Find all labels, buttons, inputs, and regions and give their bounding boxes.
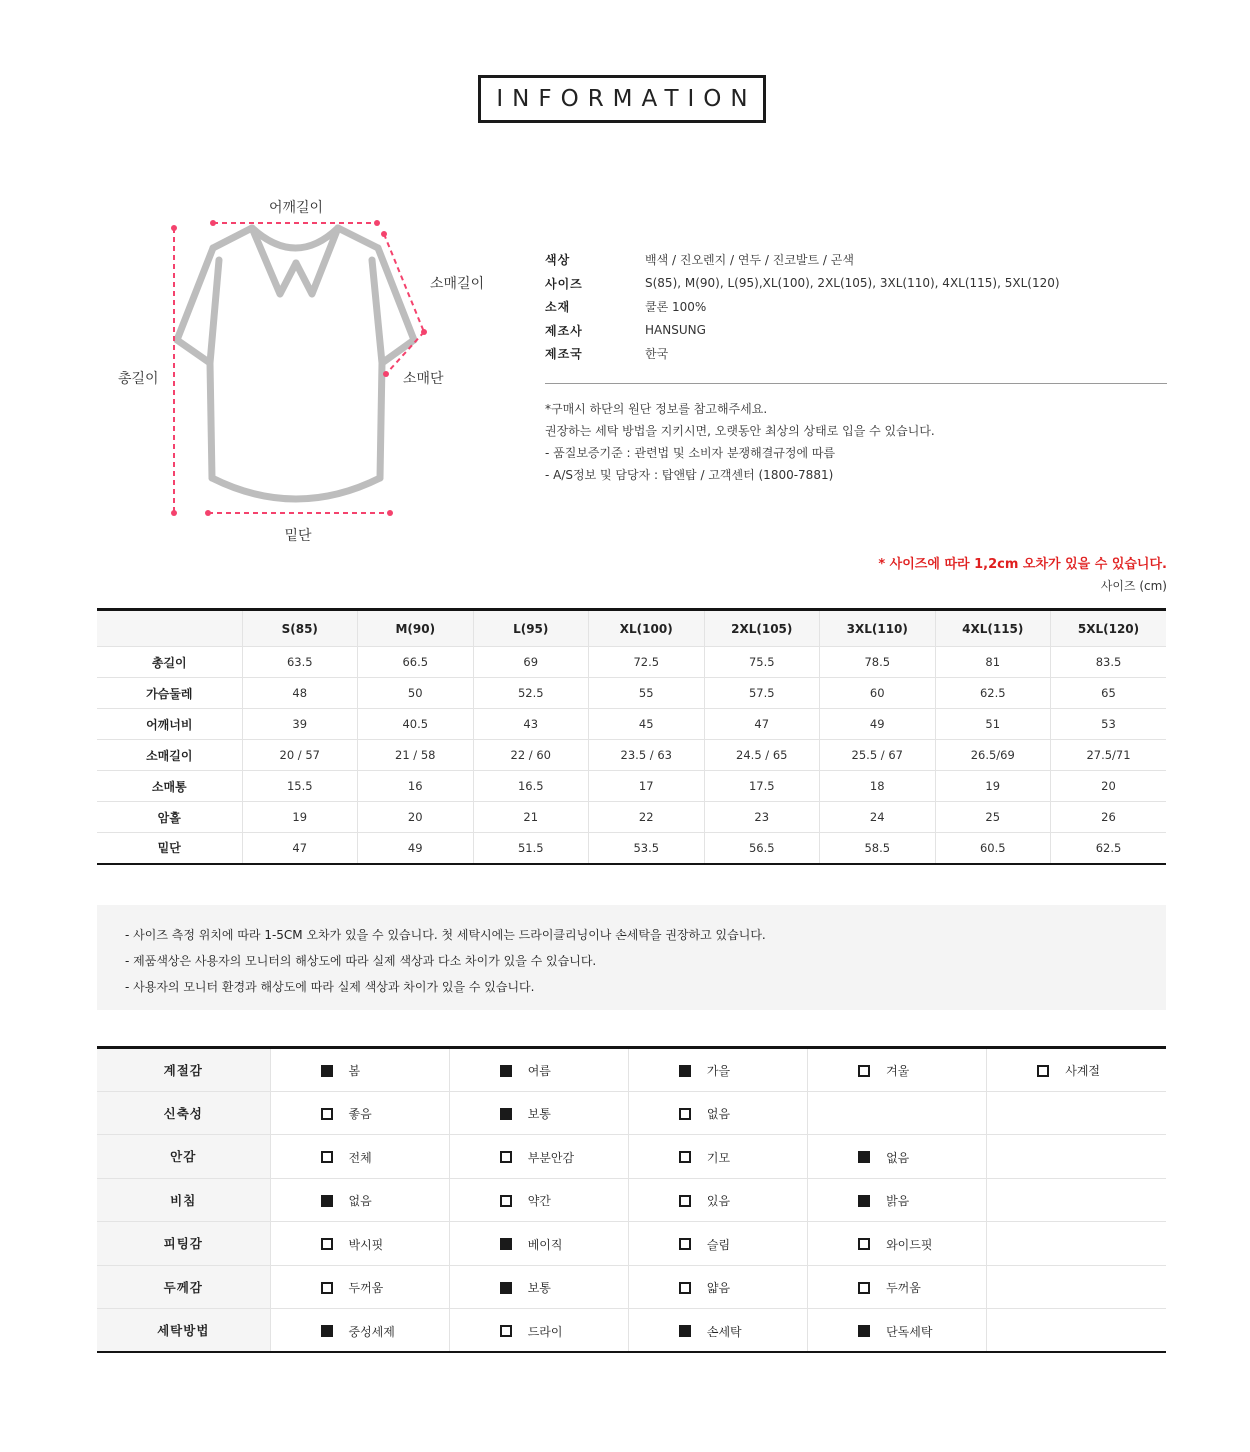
size-table-column-header: M(90) <box>358 610 474 647</box>
attribute-option-label: 있음 <box>706 1194 731 1209</box>
size-table-cell: 20 <box>1051 771 1167 802</box>
size-table-cell: 72.5 <box>589 647 705 678</box>
attribute-row-label: 신축성 <box>97 1091 270 1135</box>
size-table-cell: 62.5 <box>935 678 1051 709</box>
checkbox-checked-icon <box>500 1065 512 1077</box>
attribute-row-label: 두께감 <box>97 1265 270 1309</box>
checkbox-checked-icon <box>679 1065 691 1077</box>
size-tolerance-warning: * 사이즈에 따라 1,2cm 오차가 있을 수 있습니다. <box>878 557 1167 572</box>
disclaimer-note-line: - 제품색상은 사용자의 모니터의 해상도에 따라 실제 색상과 다소 차이가 있을 수 있습니다. <box>125 954 597 968</box>
attribute-cell <box>449 1265 628 1309</box>
attribute-option-label: 두꺼움 <box>348 1281 384 1296</box>
purchase-note-line: *구매시 하단의 원단 정보를 참고해주세요. <box>545 402 768 416</box>
attribute-option-label: 없음 <box>348 1194 372 1209</box>
size-table-cell: 16 <box>358 771 474 802</box>
attribute-option-label: 베이직 <box>527 1237 563 1252</box>
attribute-option-label: 좋음 <box>348 1107 372 1122</box>
size-table-column-header: L(95) <box>473 610 589 647</box>
size-table-cell: 62.5 <box>1051 833 1167 864</box>
attribute-option-label: 부분안감 <box>527 1150 575 1165</box>
attribute-option-label: 겨울 <box>886 1064 910 1079</box>
attribute-cell <box>270 1135 449 1179</box>
checkbox-checked-icon <box>321 1195 333 1207</box>
attribute-cell <box>449 1178 628 1222</box>
attribute-option-label: 단독세탁 <box>886 1324 933 1339</box>
size-table-cell: 60.5 <box>935 833 1051 864</box>
attribute-option-label: 없음 <box>886 1150 910 1165</box>
total-length-label: 총길이 <box>118 371 159 387</box>
attribute-cell <box>808 1222 987 1266</box>
checkbox-unchecked-icon <box>679 1151 691 1163</box>
disclaimer-note-box <box>97 905 1166 1010</box>
attribute-cell <box>270 1048 449 1092</box>
size-table-column-header: 3XL(110) <box>820 610 936 647</box>
size-table-cell: 75.5 <box>704 647 820 678</box>
size-table-cell: 69 <box>473 647 589 678</box>
attribute-cell <box>270 1222 449 1266</box>
attribute-option-label: 밝음 <box>886 1194 910 1209</box>
attribute-row <box>97 1178 1166 1222</box>
attribute-row-label: 계절감 <box>97 1048 270 1092</box>
checkbox-checked-icon <box>858 1151 870 1163</box>
attribute-cell <box>628 1048 807 1092</box>
checkbox-unchecked-icon <box>679 1282 691 1294</box>
product-info-row <box>545 342 1167 366</box>
attribute-row-label: 피팅감 <box>97 1222 270 1266</box>
size-table-cell: 18 <box>820 771 936 802</box>
size-table-cell: 81 <box>935 647 1051 678</box>
shirt-measurement-diagram <box>100 170 520 560</box>
attribute-option-label: 중성세제 <box>348 1324 395 1339</box>
size-table-cell: 23 <box>704 802 820 833</box>
attribute-cell <box>270 1091 449 1135</box>
attribute-option-label: 보통 <box>527 1107 551 1122</box>
size-table-cell: 22 <box>589 802 705 833</box>
size-table-cell: 83.5 <box>1051 647 1167 678</box>
size-table-row-label: 소매통 <box>97 771 242 802</box>
attribute-option-label: 보통 <box>527 1281 551 1296</box>
size-table-row-label: 어깨너비 <box>97 709 242 740</box>
attribute-option-label: 전체 <box>348 1150 372 1165</box>
information-title-box <box>478 75 766 123</box>
attribute-cell <box>808 1309 987 1353</box>
size-table-cell: 26 <box>1051 802 1167 833</box>
size-table-cell: 20 <box>358 802 474 833</box>
checkbox-unchecked-icon <box>858 1282 870 1294</box>
attribute-row-label: 세탁방법 <box>97 1309 270 1353</box>
size-table-cell: 63.5 <box>242 647 358 678</box>
size-table-cell: 24.5 / 65 <box>704 740 820 771</box>
size-table-cell: 60 <box>820 678 936 709</box>
checkbox-checked-icon <box>858 1195 870 1207</box>
disclaimer-note-line: - 사이즈 측정 위치에 따라 1-5CM 오차가 있을 수 있습니다. 첫 세탁시에는 드라이클리닝이나 손세탁을 권장하고 있습니다. <box>125 928 766 942</box>
product-info-label: 제조국 <box>545 347 583 362</box>
attribute-option-label: 손세탁 <box>706 1324 742 1339</box>
size-table-cell: 55 <box>589 678 705 709</box>
attribute-option-label: 두꺼움 <box>886 1281 921 1296</box>
size-table-column-header: 5XL(120) <box>1051 610 1167 647</box>
attribute-row <box>97 1135 1166 1179</box>
size-table-cell: 53 <box>1051 709 1167 740</box>
attribute-cell <box>628 1178 807 1222</box>
size-table-cell: 45 <box>589 709 705 740</box>
size-table-cell: 21 <box>473 802 589 833</box>
attribute-option-label: 약간 <box>527 1194 551 1209</box>
purchase-notes <box>545 398 1185 486</box>
attribute-option-label: 와이드핏 <box>886 1237 933 1252</box>
size-table-column-header: XL(100) <box>589 610 705 647</box>
size-table-row-label: 총길이 <box>97 647 242 678</box>
checkbox-checked-icon <box>500 1282 512 1294</box>
attribute-option-label: 가을 <box>706 1064 731 1079</box>
attribute-cell <box>808 1265 987 1309</box>
size-table-cell: 47 <box>242 833 358 864</box>
page-title: INFORMATION <box>496 86 757 112</box>
product-info-label: 사이즈 <box>545 276 583 291</box>
size-table-cell: 26.5/69 <box>935 740 1051 771</box>
attribute-option-label: 기모 <box>706 1150 731 1165</box>
size-table-row <box>97 678 1166 709</box>
size-table-cell: 56.5 <box>704 833 820 864</box>
size-table-row <box>97 802 1166 833</box>
product-info-value: HANSUNG <box>645 323 706 338</box>
size-table-cell: 25 <box>935 802 1051 833</box>
attribute-cell <box>449 1135 628 1179</box>
size-table-cell: 49 <box>820 709 936 740</box>
checkbox-checked-icon <box>321 1325 333 1337</box>
size-table-cell: 47 <box>704 709 820 740</box>
shoulder-length-label: 어깨길이 <box>268 200 324 216</box>
size-table-cell: 52.5 <box>473 678 589 709</box>
attribute-row <box>97 1265 1166 1309</box>
checkbox-checked-icon <box>500 1238 512 1250</box>
bottom-hem-label: 밑단 <box>284 528 312 544</box>
checkbox-unchecked-icon <box>321 1151 333 1163</box>
checkbox-unchecked-icon <box>679 1195 691 1207</box>
checkbox-checked-icon <box>858 1325 870 1337</box>
attribute-row <box>97 1222 1166 1266</box>
attribute-cell <box>628 1222 807 1266</box>
size-table-row <box>97 740 1166 771</box>
size-table-column-header: 2XL(105) <box>704 610 820 647</box>
size-table-cell: 48 <box>242 678 358 709</box>
attribute-cell <box>987 1309 1166 1353</box>
shirt-outline-drawing <box>177 228 414 499</box>
attribute-cell <box>449 1048 628 1092</box>
size-table-cell: 57.5 <box>704 678 820 709</box>
sleeve-hem-label: 소매단 <box>403 371 444 387</box>
size-table-cell: 22 / 60 <box>473 740 589 771</box>
checkbox-unchecked-icon <box>1037 1065 1049 1077</box>
size-table-cell: 15.5 <box>242 771 358 802</box>
size-table-cell: 51 <box>935 709 1051 740</box>
size-table-cell: 66.5 <box>358 647 474 678</box>
size-table-corner-cell <box>97 610 242 647</box>
product-info-value: 백색 / 진오렌지 / 연두 / 진코발트 / 곤색 <box>645 253 854 268</box>
size-table-cell: 21 / 58 <box>358 740 474 771</box>
checkbox-checked-icon <box>679 1325 691 1337</box>
checkbox-unchecked-icon <box>321 1238 333 1250</box>
attribute-cell <box>628 1265 807 1309</box>
attribute-cell <box>987 1135 1166 1179</box>
size-table-cell: 16.5 <box>473 771 589 802</box>
attribute-cell <box>808 1091 987 1135</box>
disclaimer-note-line: - 사용자의 모니터 환경과 해상도에 따라 실제 색상과 차이가 있을 수 있습니다. <box>125 980 535 994</box>
size-table-column-header: S(85) <box>242 610 358 647</box>
attribute-option-label: 없음 <box>706 1107 731 1122</box>
product-info-row <box>545 295 1167 319</box>
size-table-cell: 27.5/71 <box>1051 740 1167 771</box>
size-table-cell: 58.5 <box>820 833 936 864</box>
size-table-cell: 19 <box>242 802 358 833</box>
size-table-row-label: 가슴둘레 <box>97 678 242 709</box>
attribute-cell <box>628 1091 807 1135</box>
size-table-cell: 25.5 / 67 <box>820 740 936 771</box>
attribute-cell <box>449 1091 628 1135</box>
attribute-cell <box>987 1265 1166 1309</box>
size-table-cell: 19 <box>935 771 1051 802</box>
attribute-cell <box>449 1222 628 1266</box>
size-unit-label: 사이즈 (cm) <box>1100 579 1167 593</box>
checkbox-checked-icon <box>321 1065 333 1077</box>
checkbox-checked-icon <box>500 1108 512 1120</box>
attribute-cell <box>270 1265 449 1309</box>
size-table-row <box>97 771 1166 802</box>
attribute-cell <box>808 1048 987 1092</box>
attribute-option-label: 사계절 <box>1065 1064 1101 1079</box>
size-table-cell: 65 <box>1051 678 1167 709</box>
attribute-cell <box>628 1135 807 1179</box>
product-info-label: 색상 <box>545 253 571 268</box>
checkbox-unchecked-icon <box>858 1238 870 1250</box>
size-table-cell: 20 / 57 <box>242 740 358 771</box>
product-info-value: S(85), M(90), L(95),XL(100), 2XL(105), 3XL(110), 4XL(115), 5XL(120) <box>645 276 1060 291</box>
purchase-note-line: - A/S정보 및 담당자 : 탑앤탑 / 고객센터 (1800-7881) <box>545 468 834 482</box>
size-table-row <box>97 647 1166 678</box>
attribute-option-label: 봄 <box>348 1064 361 1079</box>
size-table-row-label: 밑단 <box>97 833 242 864</box>
size-table-cell: 50 <box>358 678 474 709</box>
attribute-row-label: 안감 <box>97 1135 270 1179</box>
size-table-cell: 17.5 <box>704 771 820 802</box>
attribute-row <box>97 1091 1166 1135</box>
product-info-row <box>545 272 1167 296</box>
checkbox-unchecked-icon <box>679 1238 691 1250</box>
attribute-cell <box>808 1178 987 1222</box>
attribute-option-label: 얇음 <box>706 1281 731 1296</box>
attribute-option-label: 드라이 <box>527 1324 563 1339</box>
attribute-cell <box>987 1222 1166 1266</box>
attribute-option-label: 슬림 <box>706 1237 731 1252</box>
attribute-cell <box>628 1309 807 1353</box>
size-table-cell: 17 <box>589 771 705 802</box>
size-table-cell: 39 <box>242 709 358 740</box>
product-info-row <box>545 248 1167 272</box>
size-table-row <box>97 709 1166 740</box>
attributes-table <box>97 1046 1166 1353</box>
size-table-cell: 49 <box>358 833 474 864</box>
size-table-cell: 23.5 / 63 <box>589 740 705 771</box>
attribute-row <box>97 1309 1166 1353</box>
size-table-row <box>97 833 1166 864</box>
info-divider <box>545 383 1167 384</box>
checkbox-unchecked-icon <box>500 1325 512 1337</box>
product-info-label: 소재 <box>545 300 571 315</box>
attribute-option-label: 박시핏 <box>348 1237 384 1252</box>
attribute-cell <box>808 1135 987 1179</box>
attribute-cell <box>987 1048 1166 1092</box>
product-info-label: 제조사 <box>545 323 583 338</box>
purchase-note-line: 권장하는 세탁 방법을 지키시면, 오랫동안 최상의 상태로 입을 수 있습니다. <box>545 424 935 438</box>
attribute-cell <box>449 1309 628 1353</box>
attribute-option-label: 여름 <box>527 1064 551 1079</box>
size-table <box>97 608 1166 865</box>
attribute-cell <box>987 1091 1166 1135</box>
checkbox-unchecked-icon <box>679 1108 691 1120</box>
attribute-cell <box>987 1178 1166 1222</box>
checkbox-unchecked-icon <box>858 1065 870 1077</box>
size-table-header-row <box>97 610 1166 647</box>
checkbox-unchecked-icon <box>500 1151 512 1163</box>
checkbox-unchecked-icon <box>321 1108 333 1120</box>
product-info-value: 한국 <box>645 347 669 362</box>
checkbox-unchecked-icon <box>500 1195 512 1207</box>
size-table-cell: 24 <box>820 802 936 833</box>
size-table-cell: 40.5 <box>358 709 474 740</box>
purchase-note-line: - 품질보증기준 : 관련법 및 소비자 분쟁해결규정에 따름 <box>545 446 836 460</box>
size-table-row-label: 암홀 <box>97 802 242 833</box>
size-table-cell: 78.5 <box>820 647 936 678</box>
sleeve-length-label: 소매길이 <box>430 276 485 292</box>
attribute-cell <box>270 1178 449 1222</box>
size-table-cell: 43 <box>473 709 589 740</box>
attribute-cell <box>270 1309 449 1353</box>
checkbox-unchecked-icon <box>321 1282 333 1294</box>
product-info-value: 쿨론 100% <box>645 300 707 315</box>
attribute-row-label: 비침 <box>97 1178 270 1222</box>
size-table-cell: 53.5 <box>589 833 705 864</box>
product-info-list <box>545 248 1167 366</box>
attribute-row <box>97 1048 1166 1092</box>
product-info-row <box>545 319 1167 343</box>
size-table-row-label: 소매길이 <box>97 740 242 771</box>
size-table-column-header: 4XL(115) <box>935 610 1051 647</box>
size-table-cell: 51.5 <box>473 833 589 864</box>
